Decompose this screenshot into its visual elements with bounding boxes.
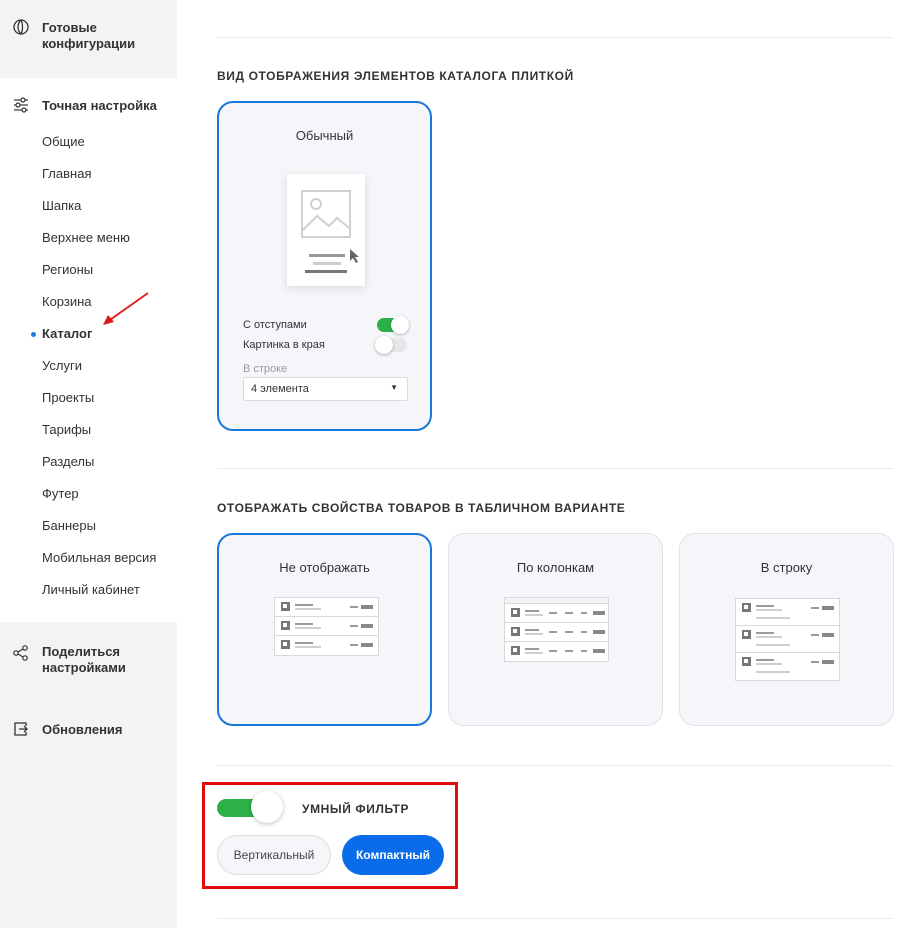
preview-price-line (305, 270, 347, 273)
sidebar-share-settings-label: Поделиться настройками (42, 644, 126, 675)
mini-row (505, 604, 608, 623)
tile-card-normal[interactable] (217, 101, 432, 431)
sidebar-item-footer[interactable]: Футер (42, 486, 79, 501)
mini-row (736, 626, 839, 653)
sidebar-ready-configs-label: Готовые конфигурации (42, 20, 136, 51)
sidebar-item-tariffs[interactable]: Тарифы (42, 422, 92, 437)
edge-image-toggle[interactable] (377, 338, 407, 352)
sliders-icon (12, 96, 30, 114)
divider (217, 37, 893, 38)
sidebar-item-account[interactable]: Личный кабинет (42, 582, 140, 597)
per-row-label: В строке (243, 363, 288, 375)
toggle-knob (375, 336, 393, 354)
properties-option-label: По колонкам (516, 560, 595, 575)
smart-filter-toggle[interactable] (217, 798, 283, 820)
active-indicator-dot (31, 332, 36, 337)
sidebar-item-catalog[interactable]: Каталог (42, 326, 93, 341)
sidebar-item-mobile[interactable]: Мобильная версия (42, 550, 157, 565)
configs-icon (12, 18, 30, 36)
divider (217, 918, 893, 919)
mini-table-preview (504, 597, 609, 662)
sidebar-fine-tuning (0, 78, 177, 622)
tile-preview (287, 174, 365, 286)
image-placeholder-icon (301, 190, 351, 238)
sidebar-item-header[interactable]: Шапка (42, 198, 82, 213)
sidebar-item-projects[interactable]: Проекты (42, 390, 95, 405)
padding-toggle[interactable] (377, 318, 407, 332)
sidebar-fine-tuning-label[interactable]: Точная настройка (42, 98, 157, 113)
divider (217, 765, 893, 766)
toggle-knob (251, 791, 283, 823)
properties-option-row[interactable] (679, 533, 894, 726)
sidebar-item-cart[interactable]: Корзина (42, 294, 92, 309)
option-edge-image-label: Картинка в края (243, 339, 325, 351)
tile-card-label: Обычный (295, 128, 354, 143)
option-padding-label: С отступами (243, 319, 307, 331)
toggle-knob (391, 316, 409, 334)
mini-row (505, 623, 608, 642)
sidebar-updates[interactable] (0, 702, 177, 762)
smart-filter-title: УМНЫЙ ФИЛЬТР (302, 802, 410, 816)
cursor-icon (349, 248, 361, 264)
sidebar-item-general[interactable]: Общие (42, 134, 85, 149)
mini-row (275, 636, 378, 655)
properties-section-title: ОТОБРАЖАТЬ СВОЙСТВА ТОВАРОВ В ТАБЛИЧНОМ ВАРИАНТЕ (217, 501, 626, 515)
share-icon (12, 644, 30, 662)
sidebar-item-main[interactable]: Главная (42, 166, 92, 181)
sidebar-ready-configs[interactable] (0, 0, 177, 78)
preview-title-line (309, 254, 345, 257)
divider (217, 468, 893, 469)
tile-view-section-title: ВИД ОТОБРАЖЕНИЯ ЭЛЕМЕНТОВ КАТАЛОГА ПЛИТКОЙ (217, 69, 574, 83)
properties-option-hide[interactable] (217, 533, 432, 726)
mini-row (505, 642, 608, 661)
sidebar-item-regions[interactable]: Регионы (42, 262, 94, 277)
sidebar-updates-label: Обновления (42, 722, 123, 737)
dropdown-arrow-icon: ▼ (390, 383, 398, 392)
mini-table-preview (274, 597, 379, 656)
sidebar (0, 0, 177, 928)
mini-table-preview (735, 598, 840, 681)
per-row-select[interactable] (243, 377, 408, 401)
mini-row (275, 617, 378, 636)
properties-option-label: Не отображать (279, 560, 370, 575)
mini-row (736, 653, 839, 680)
sidebar-item-banners[interactable]: Баннеры (42, 518, 96, 533)
mini-row (275, 598, 378, 617)
preview-sub-line (313, 262, 341, 265)
compact-filter-button[interactable]: Компактный (342, 835, 444, 875)
sidebar-item-sections[interactable]: Разделы (42, 454, 95, 469)
sidebar-item-top-menu[interactable]: Верхнее меню (42, 230, 130, 245)
mini-row (736, 599, 839, 626)
sidebar-share-settings[interactable] (0, 622, 177, 702)
vertical-filter-button[interactable]: Вертикальный (217, 835, 331, 875)
per-row-value: 4 элемента (251, 383, 309, 395)
updates-icon (12, 720, 30, 738)
properties-option-label: В строку (760, 560, 813, 575)
properties-option-columns[interactable] (448, 533, 663, 726)
sidebar-item-services[interactable]: Услуги (42, 358, 82, 373)
annotation-arrow (95, 290, 155, 330)
